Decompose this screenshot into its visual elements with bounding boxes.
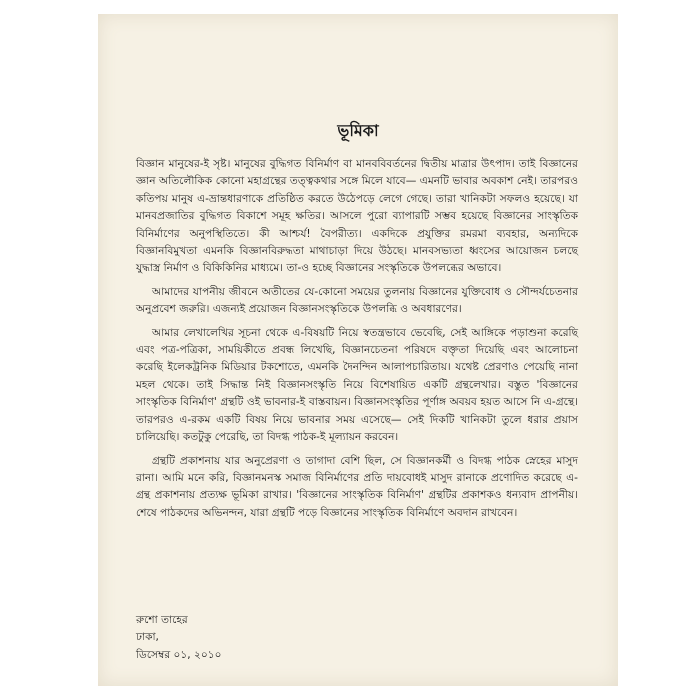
paragraph: আমার লেখালেখির সূচনা থেকে এ-বিষয়টি নিয়ে স্বতন্ত্রভাবে ভেবেছি, সেই আঙ্গিকে পড়াশুনা করেছি এবং পত্র-পত্রিকা, সাময়িকীতে প্রবন্ধ লিখেছি, বিজ্ঞানচেতনা পরিষদে বক্তৃতা দিয়েছি এবং আলোচনা করেছি ইলেকট্রনিক মিডিয়ার টকশোতে, এমনকি দৈনন্দিন আলাপচারিতায়। যথেষ্ট প্রেরণাও পেয়েছি নানা মহল থেকে। তাই সিদ্ধান্ত নিই বিজ্ঞানসংস্কৃতি নিয়ে বিশেষায়িত একটি গ্রন্থলেখার। বস্তুত 'বিজ্ঞানের সাংস্কৃতিক বিনির্মাণ' গ্রন্থটি ওই ভাবনার-ই বাস্তবায়ন। বিজ্ঞানসংস্কৃতির পূর্ণাঙ্গ অবয়ব হয়ত আসে নি এ-গ্রন্থে। তারপরও এ-রকম একটি বিষয় নিয়ে ভাবনার সময় এসেছে— সেই দিকটি খানিকটা তুলে ধরার প্রয়াস চালিয়েছি। কতটুকু পেরেছি, তা বিদগ্ধ পাঠক-ই মূল্যায়ন করবেন। — [136, 326, 578, 444]
book-page — [98, 14, 618, 686]
author-name: রুশো তাহের — [136, 614, 188, 626]
preface-body — [136, 156, 578, 528]
paragraph: আমাদের যাপনীয় জীবনে অতীতের যে-কোনো সময়ের তুলনায় বিজ্ঞানের যুক্তিবোধ ও সৌন্দর্যচেতনার অনুপ্রবেশ জরুরি। এজন্যই প্রয়োজন বিজ্ঞানসংস্কৃতিকে উপলব্ধি ও অবধারণের। — [136, 285, 578, 316]
paragraph: বিজ্ঞান মানুষের-ই সৃষ্ট। মানুষের বুদ্ধিগত বিনির্মাণ বা মানববিবর্তনের দ্বিতীয় মাত্রার উৎপাদ। তাই বিজ্ঞানের জ্ঞান অতিলৌকিক কোনো মহাগ্রন্থের তত্ত্বকথার সঙ্গে মিলে যাবে— এমনটি ভাবার অবকাশ নেই। তারপরও কতিপয় মানুষ এ-ভ্রান্তধারণাকে প্রতিষ্ঠিত করতে উঠেপড়ে লেগে গেছে। তারা খানিকটা সফলও হয়েছে। যা মানবপ্রজাতির বুদ্ধিগত বিকাশে সমূহ ক্ষতির। আসলে পুরো ব্যাপারটি সম্ভব হয়েছে বিজ্ঞানের সাংস্কৃতিক বিনির্মাণের অনুপস্থিতিতে। কী আশ্চর্য! বৈপরীত্য। একদিকে প্রযুক্তির রমরমা ব্যবহার, অন্যদিকে বিজ্ঞানবিমুখতা এমনকি বিজ্ঞানবিরুদ্ধতা মাথাচাড়া দিয়ে উঠছে। মানবসভ্যতা ধ্বংসের আয়োজন চলছে যুদ্ধাস্ত্র নির্মাণ ও বিকিকিনির মাধ্যমে। তা-ও হচ্ছে বিজ্ঞানের সংস্কৃতিকে উপলব্ধের অভাবে। — [136, 158, 578, 275]
signature-block — [136, 612, 222, 664]
page-title: ভূমিকা — [337, 121, 379, 140]
place: ঢাকা, — [136, 631, 159, 644]
date: ডিসেম্বর ০১, ২০১০ — [136, 648, 222, 661]
paragraph: গ্রন্থটি প্রকাশনায় যার অনুপ্রেরণা ও তাগাদা বেশি ছিল, সে বিজ্ঞানকর্মী ও বিদগ্ধ পাঠক স্নেহের মাসুদ রানা। আমি মনে করি, বিজ্ঞানমনস্ক সমাজ বিনির্মাণের প্রতি দায়বোধই মাসুদ রানাকে প্রণোদিত করেছে এ-গ্রন্থ প্রকাশনায় প্রত্যক্ষ ভূমিকা রাখার। 'বিজ্ঞানের সাংস্কৃতিক বিনির্মাণ' গ্রন্থটির প্রকাশকও ধন্যবাদ প্রাপনীয়। শেষে পাঠকদের অভিনন্দন, যারা গ্রন্থটি পড়ে বিজ্ঞানের সাংস্কৃতিক বিনির্মাণে অবদান রাখবেন। — [136, 454, 578, 519]
